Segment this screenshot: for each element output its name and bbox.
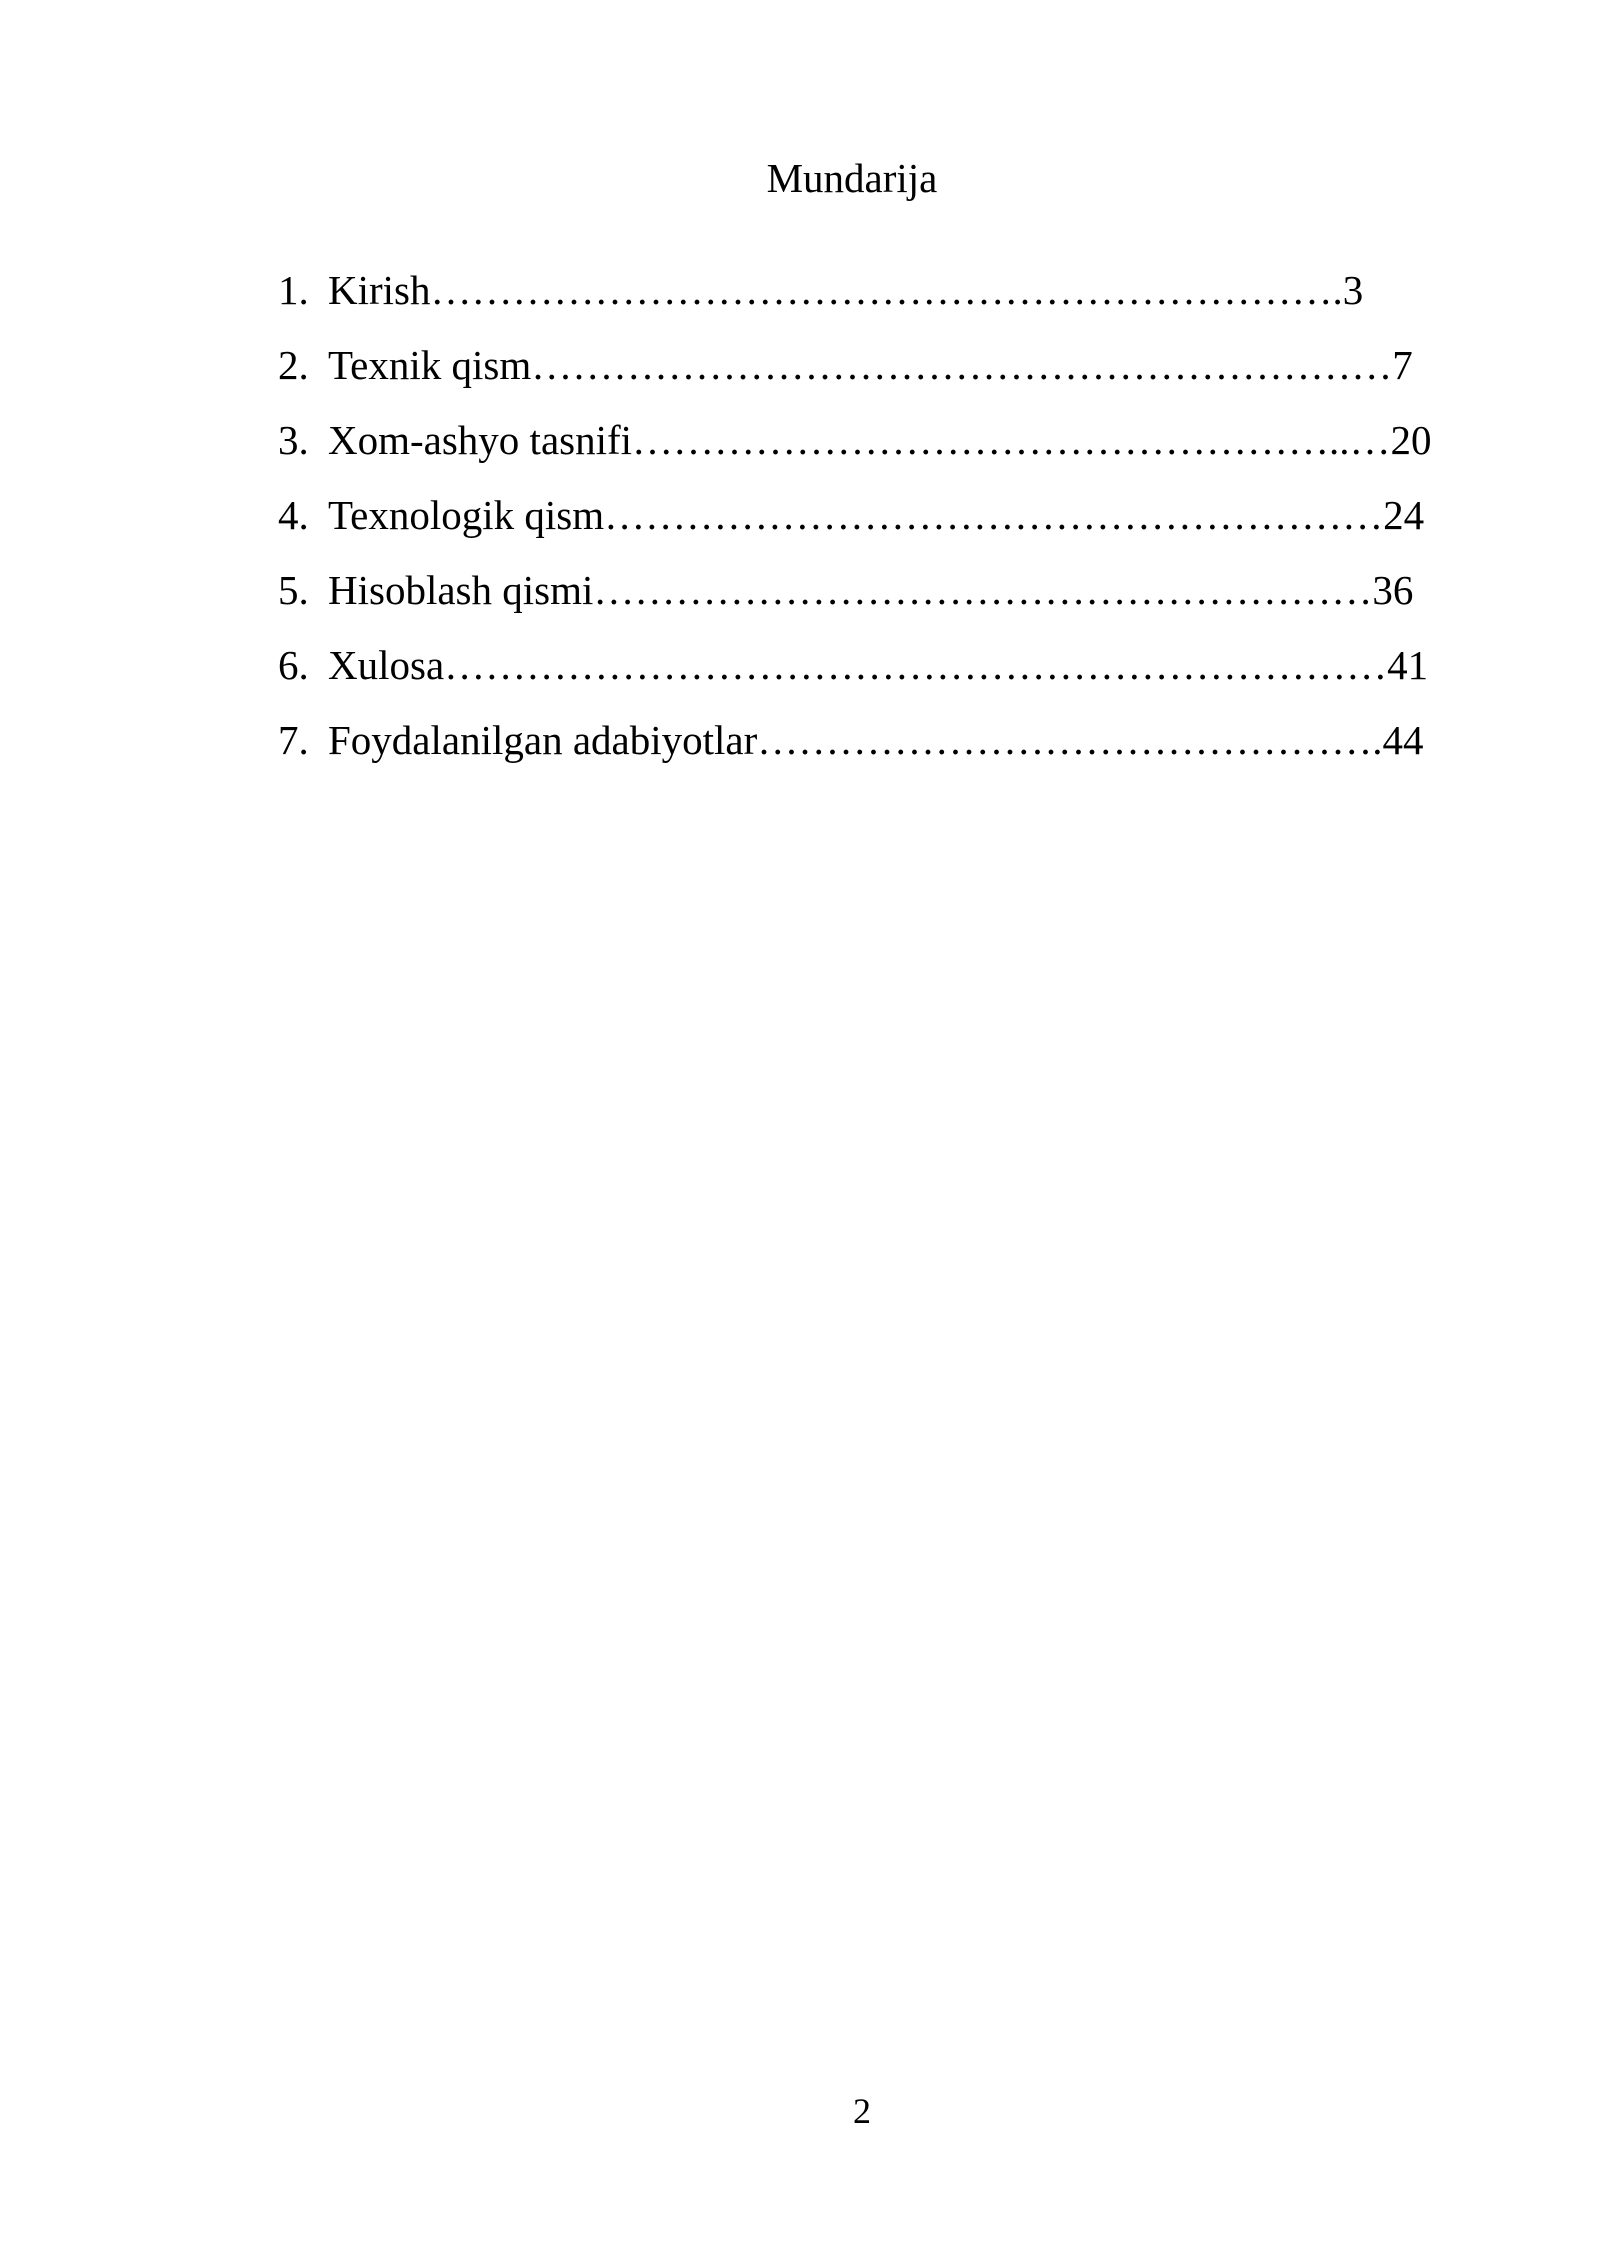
page-number: 2	[853, 2091, 871, 2131]
toc-entry-number: 2.	[278, 342, 309, 388]
toc-entry-text: Hisoblash qismi…………………………………………………36	[328, 567, 1414, 613]
toc-entry-text: Texnologik qism…………………………………………………24	[328, 492, 1425, 538]
toc-entry-texnologik-qism	[278, 487, 1500, 562]
toc-entry-hisoblash-qismi	[278, 562, 1500, 637]
toc-entry-number: 5.	[278, 567, 309, 613]
toc-entry-number: 4.	[278, 492, 309, 538]
toc-entry-text: Kirish………………………………………………………….3	[328, 267, 1364, 313]
toc-entry-number: 7.	[278, 717, 309, 763]
toc-entry-xom-ashyo-tasnifi	[278, 412, 1500, 487]
toc-entry-texnik-qism	[278, 337, 1500, 412]
toc-entry-xulosa	[278, 637, 1500, 712]
toc-entry-number: 1.	[278, 267, 309, 313]
toc-entry-text: Xulosa……………………………………………………………41	[328, 642, 1429, 688]
toc-entry-text: Xom-ashyo tasnifi……………………………………………..…20	[328, 417, 1432, 463]
toc-entry-number: 3.	[278, 417, 309, 463]
table-of-contents	[278, 262, 1500, 787]
toc-entry-text: Foydalanilgan adabiyotlar……………………………………….44	[328, 717, 1424, 763]
toc-entry-text: Texnik qism………………………………………………………7	[328, 342, 1413, 388]
toc-entry-kirish	[278, 262, 1500, 337]
toc-entry-number: 6.	[278, 642, 309, 688]
page-title: Mundarija	[766, 155, 938, 201]
toc-entry-foydalanilgan-adabiyotlar	[278, 712, 1500, 787]
